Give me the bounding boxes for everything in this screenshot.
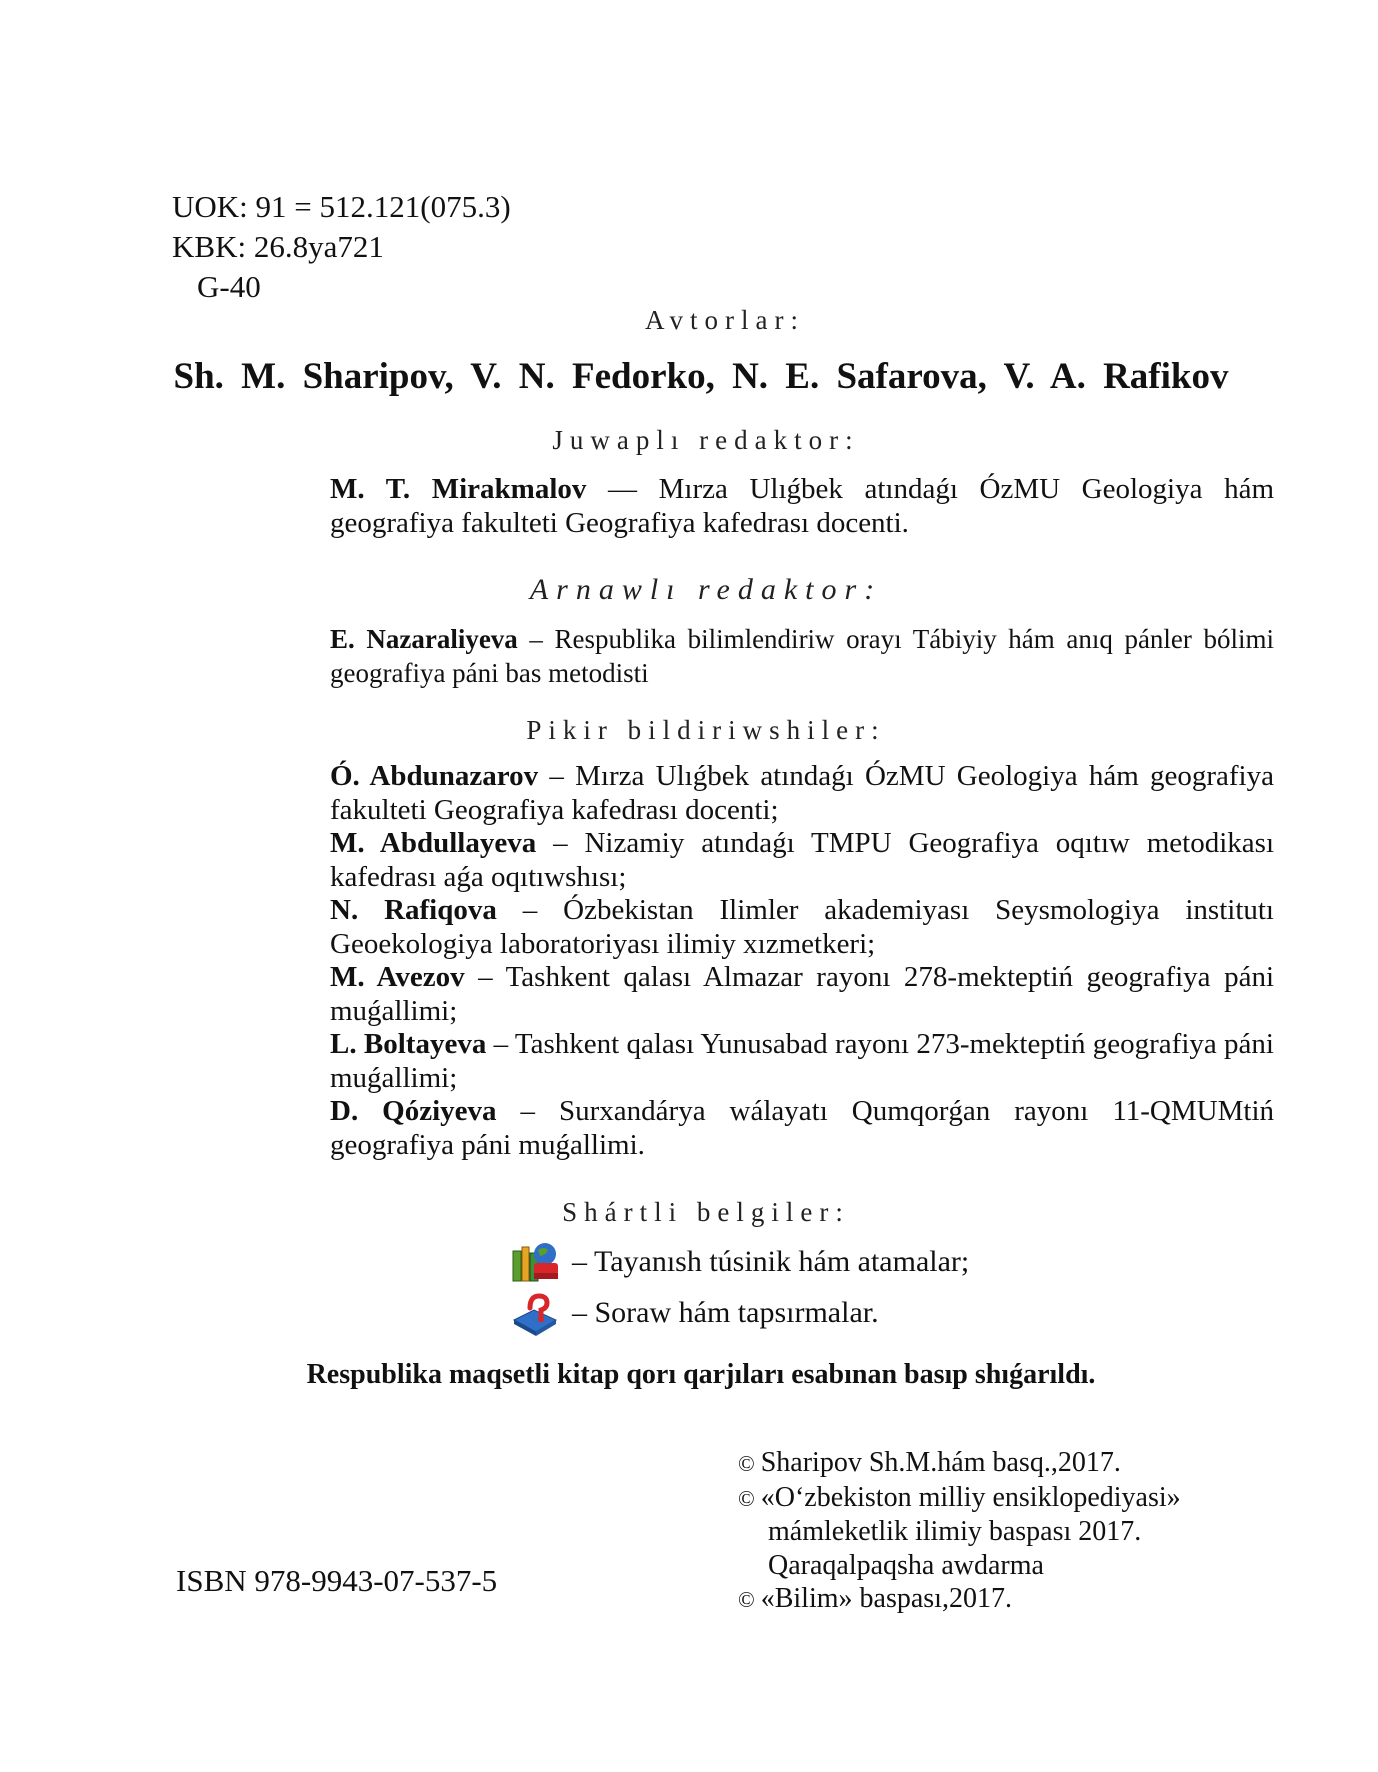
copyright-sign: © [738, 1587, 755, 1612]
copyright-line: Qaraqalpaqsha awdarma [768, 1549, 1044, 1581]
copyright-sign: © [738, 1451, 755, 1476]
reviewer-item [330, 827, 1274, 894]
reviewer-item [330, 1095, 1274, 1162]
copyright-text: Sharipov Sh.M.hám basq.,2017. [760, 1447, 1121, 1478]
copyright-line [738, 1582, 1181, 1617]
legend-label: – Tayanısh túsinik hám atamalar; [572, 1245, 970, 1278]
reviewer-description: – Tashkent qalası Almazar rayonı 278-mekteptiń geografiya páni muǵallimi; [330, 961, 1274, 1027]
reviewer-description: – Nizamiy atındaǵı TMPU Geografiya oqıtıw metodikası kafedrası aǵa oqıtıwshısı; [330, 827, 1275, 893]
copyright-line [738, 1481, 1181, 1516]
author-mark-code: G-40 [197, 269, 261, 304]
uok-code: UOK: 91 = 512.121(075.3) [172, 189, 511, 224]
legend-heading: Shártli belgiler: [562, 1197, 850, 1227]
reviewer-description: – Ózbekistan Ilimler akademiyası Seysmologiya institutı Geoekologiya laboratoriyası ilimiy xızmetkeri; [330, 894, 1274, 960]
copyright-sign: © [738, 1485, 755, 1511]
reviewer-item [330, 1028, 1274, 1095]
special-editor-entry [330, 622, 1274, 690]
reviewers-heading: Pikir bildiriwshiler: [526, 715, 886, 745]
reviewer-name: N. Rafiqova [330, 894, 497, 926]
reviewer-name: M. Abdullayeva [330, 827, 537, 859]
responsible-editor-description: — Mırza Ulıǵbek atındaǵı ÓzMU Geologiya hám geografiya fakulteti Geografiya kafedrası docenti. [330, 473, 1275, 539]
isbn: ISBN 978-9943-07-537-5 [176, 1563, 498, 1598]
legend-item-key-terms [510, 1237, 969, 1287]
reviewer-description: – Mırza Ulıǵbek atındaǵı ÓzMU Geologiya hám geografiya fakulteti Geografiya kafedrası docenti; [330, 760, 1274, 826]
special-editor-heading: Arnawlı redaktor: [529, 573, 883, 606]
copyright-block [738, 1446, 1181, 1617]
reviewer-description: – Surxandárya wálayatı Qumqorǵan rayonı 11-QMUMtiń geografiya páni muǵallimi. [330, 1095, 1274, 1161]
legend-item-questions [510, 1288, 879, 1338]
reviewer-description: – Tashkent qalası Yunusabad rayonı 273-mekteptiń geografiya páni muǵallimi; [330, 1028, 1274, 1094]
reviewer-name: Ó. Abdunazarov [330, 760, 539, 792]
reviewer-name: D. Qóziyeva [330, 1095, 497, 1127]
authors-heading: Avtorlar: [645, 305, 805, 335]
book-question-icon [510, 1288, 560, 1338]
responsible-editor-name: M. T. Mirakmalov [330, 473, 587, 505]
authors-list: Sh. M. Sharipov, V. N. Fedorko, N. E. Safarova, V. A. Rafikov [173, 356, 1229, 397]
special-editor-name: E. Nazaraliyeva [330, 624, 518, 654]
reviewer-name: M. Avezov [330, 961, 465, 993]
special-editor-description: – Respublika bilimlendiriw orayı Tábiyiy hám anıq pánler bólimi geografiya páni bas metodisti [330, 624, 1274, 688]
reviewers-list [330, 760, 1274, 1162]
legend-label: – Soraw hám tapsırmalar. [572, 1296, 879, 1329]
kbk-code: KBK: 26.8ya721 [172, 229, 384, 264]
copyright-text: «Bilim» baspası,2017. [760, 1583, 1012, 1614]
reviewer-name: L. Boltayeva [330, 1028, 487, 1060]
reviewer-item [330, 760, 1274, 827]
copyright-line: mámleketlik ilimiy baspası 2017. [768, 1516, 1142, 1547]
responsible-editor-heading: Juwaplı redaktor: [552, 425, 860, 455]
copyright-text: «O‘zbekiston milliy ensiklopediyasi» [760, 1481, 1181, 1513]
reviewer-item [330, 961, 1274, 1028]
funding-note: Respublika maqsetli kitap qorı qarjıları esabınan basıp shıǵarıldı. [306, 1359, 1096, 1390]
copyright-line [738, 1446, 1181, 1481]
books-globe-icon [510, 1237, 560, 1287]
responsible-editor-entry [330, 472, 1274, 540]
reviewer-item [330, 894, 1274, 961]
